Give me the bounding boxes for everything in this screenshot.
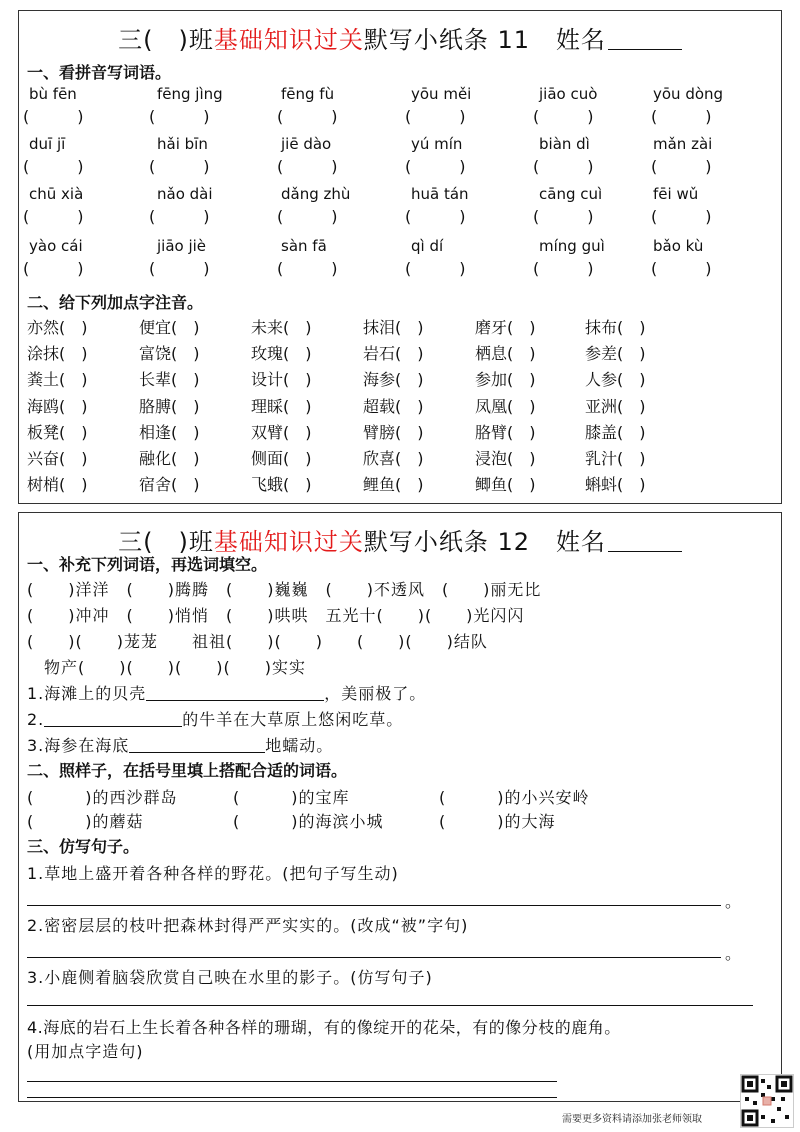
pinyin-2-1: duī jī [29, 135, 66, 153]
annotate-word-4-6[interactable]: 亚洲( ) [585, 397, 646, 416]
imitate-q1-period: 。 [725, 892, 743, 911]
pinyin-4-3: sàn fā [281, 237, 327, 255]
answer-box-1-5[interactable]: ( ) [533, 107, 594, 126]
sentence-3-start: 3.海参在海底 [27, 736, 130, 755]
annotate-word-5-6[interactable]: 膝盖( ) [585, 423, 646, 442]
annotate-word-7-2[interactable]: 宿舍( ) [139, 475, 200, 494]
answer-box-4-2[interactable]: ( ) [149, 259, 210, 278]
name-blank[interactable] [608, 27, 682, 50]
imitate-q4-hint: (用加点字造句) [27, 1042, 144, 1061]
annotate-word-1-2[interactable]: 便宜( ) [139, 318, 200, 337]
pinyin-4-5: míng guì [539, 237, 605, 255]
pinyin-4-2: jiāo jiè [157, 237, 207, 255]
pinyin-1-5: jiāo cuò [539, 85, 598, 103]
annotate-word-5-3[interactable]: 双臂( ) [251, 423, 312, 442]
annotate-word-3-3[interactable]: 设计( ) [251, 370, 312, 389]
fill-row-1[interactable]: ( )洋洋 ( )腾腾 ( )巍巍 ( )不透风 ( )丽无比 [27, 580, 542, 599]
pinyin-4-4: qì dí [411, 237, 444, 255]
pinyin-3-2: nǎo dài [157, 185, 213, 203]
imitate-q4: 4.海底的岩石上生长着各种各样的珊瑚，有的像绽开的花朵，有的像分枝的鹿角。 [27, 1018, 621, 1037]
answer-box-1-3[interactable]: ( ) [277, 107, 338, 126]
pinyin-2-4: yú mín [411, 135, 463, 153]
annotate-word-3-5[interactable]: 参加( ) [475, 370, 536, 389]
section-pinyin-title: 一、看拼音写词语。 [27, 63, 172, 82]
class-label: 三( )班 [118, 26, 214, 54]
answer-box-1-6[interactable]: ( ) [651, 107, 712, 126]
pinyin-3-4: huā tán [411, 185, 469, 203]
match-2-2[interactable]: ( )的海滨小城 [233, 812, 384, 831]
qr-code-image [740, 1074, 794, 1128]
answer-box-2-1[interactable]: ( ) [23, 157, 84, 176]
annotate-word-4-4[interactable]: 超载( ) [363, 397, 424, 416]
answer-box-3-1[interactable]: ( ) [23, 207, 84, 226]
pinyin-3-6: fēi wǔ [653, 185, 699, 203]
sentence-2-blank[interactable] [44, 710, 182, 727]
sheet-title-12 [19, 525, 781, 559]
imitate-q4-answer-line-1[interactable] [27, 1081, 557, 1082]
imitate-q3: 3.小鹿侧着脑袋欣赏自己映在水里的影子。(仿写句子) [27, 968, 433, 987]
annotate-word-2-3[interactable]: 玫瑰( ) [251, 344, 312, 363]
sentence-2-end: 的牛羊在大草原上悠闲吃草。 [182, 710, 404, 729]
answer-box-4-5[interactable]: ( ) [533, 259, 594, 278]
answer-box-2-5[interactable]: ( ) [533, 157, 594, 176]
annotate-word-4-2[interactable]: 胳膊( ) [139, 397, 200, 416]
sentence-3-end: 地蠕动。 [265, 736, 334, 755]
section-match-title: 二、照样子，在括号里填上搭配合适的词语。 [27, 761, 348, 780]
pinyin-3-1: chū xià [29, 185, 84, 203]
annotate-word-6-3[interactable]: 侧面( ) [251, 449, 312, 468]
annotate-word-4-3[interactable]: 理睬( ) [251, 397, 312, 416]
answer-box-2-2[interactable]: ( ) [149, 157, 210, 176]
sheet-title-11 [19, 23, 781, 57]
answer-box-3-2[interactable]: ( ) [149, 207, 210, 226]
imitate-q3-answer-line[interactable] [27, 1005, 753, 1006]
answer-box-3-5[interactable]: ( ) [533, 207, 594, 226]
answer-box-2-6[interactable]: ( ) [651, 157, 712, 176]
annotate-word-2-6[interactable]: 参差( ) [585, 344, 646, 363]
sentence-3 [27, 735, 333, 757]
sentence-1-start: 1.海滩上的贝壳 [27, 684, 147, 703]
annotate-word-2-4[interactable]: 岩石( ) [363, 344, 424, 363]
annotate-word-2-5[interactable]: 栖息( ) [475, 344, 536, 363]
answer-box-3-4[interactable]: ( ) [405, 207, 466, 226]
answer-box-1-2[interactable]: ( ) [149, 107, 210, 126]
name-label: 姓名 [555, 528, 606, 556]
fill-row-3[interactable]: ( )( )茏茏 祖祖( )( ) ( )( )结队 [27, 632, 488, 651]
name-label: 姓名 [555, 26, 606, 54]
annotate-word-6-2[interactable]: 融化( ) [139, 449, 200, 468]
title-highlight: 基础知识过关 [213, 26, 364, 54]
annotate-word-7-5[interactable]: 鲫鱼( ) [475, 475, 536, 494]
answer-box-2-3[interactable]: ( ) [277, 157, 338, 176]
worksheet-11 [18, 10, 782, 504]
annotate-word-6-1[interactable]: 兴奋( ) [27, 449, 88, 468]
annotate-word-3-6[interactable]: 人参( ) [585, 370, 646, 389]
answer-box-2-4[interactable]: ( ) [405, 157, 466, 176]
answer-box-4-1[interactable]: ( ) [23, 259, 84, 278]
pinyin-3-3: dǎng zhù [281, 185, 351, 203]
footer-note: 需要更多资料请添加张老师领取 [562, 1114, 702, 1125]
pinyin-1-6: yōu dòng [653, 85, 724, 103]
annotate-word-7-4[interactable]: 鲤鱼( ) [363, 475, 424, 494]
section-annotate-title: 二、给下列加点字注音。 [27, 293, 204, 312]
annotate-word-6-6[interactable]: 乳汁( ) [585, 449, 646, 468]
imitate-q1-answer-line[interactable] [27, 905, 721, 906]
pinyin-1-3: fēng fù [281, 85, 335, 103]
pinyin-1-1: bù fēn [29, 85, 77, 103]
worksheet-12 [18, 512, 782, 1102]
title-suffix: 默写小纸条 11 [363, 26, 530, 54]
annotate-word-7-1[interactable]: 树梢( ) [27, 475, 88, 494]
answer-box-1-4[interactable]: ( ) [405, 107, 466, 126]
match-1-3[interactable]: ( )的小兴安岭 [439, 788, 590, 807]
sentence-1-end: ，美丽极了。 [324, 684, 427, 703]
title-suffix: 默写小纸条 12 [363, 528, 530, 556]
qr-code-icon [741, 1075, 793, 1127]
annotate-word-7-6[interactable]: 蝌蚪( ) [585, 475, 646, 494]
annotate-word-5-4[interactable]: 臂膀( ) [363, 423, 424, 442]
answer-box-4-3[interactable]: ( ) [277, 259, 338, 278]
answer-box-4-6[interactable]: ( ) [651, 259, 712, 278]
annotate-word-1-1[interactable]: 亦然( ) [27, 318, 88, 337]
match-2-1[interactable]: ( )的蘑菇 [27, 812, 144, 831]
answer-box-3-6[interactable]: ( ) [651, 207, 712, 226]
annotate-word-1-6[interactable]: 抹布( ) [585, 318, 646, 337]
class-label: 三( )班 [118, 528, 214, 556]
annotate-word-3-4[interactable]: 海参( ) [363, 370, 424, 389]
sentence-2 [27, 709, 403, 731]
annotate-word-5-5[interactable]: 胳臂( ) [475, 423, 536, 442]
sentence-2-start: 2. [27, 710, 45, 729]
pinyin-4-1: yào cái [29, 237, 83, 255]
sentence-1-blank[interactable] [146, 684, 324, 701]
annotate-word-7-3[interactable]: 飞蛾( ) [251, 475, 312, 494]
annotate-word-1-5[interactable]: 磨牙( ) [475, 318, 536, 337]
answer-box-3-3[interactable]: ( ) [277, 207, 338, 226]
imitate-q2-answer-line[interactable] [27, 957, 721, 958]
match-2-3[interactable]: ( )的大海 [439, 812, 556, 831]
pinyin-2-3: jiē dào [281, 135, 332, 153]
match-1-2[interactable]: ( )的宝库 [233, 788, 350, 807]
annotate-word-2-2[interactable]: 富饶( ) [139, 344, 200, 363]
annotate-word-2-1[interactable]: 涂抹( ) [27, 344, 88, 363]
annotate-word-5-2[interactable]: 相逢( ) [139, 423, 200, 442]
pinyin-1-2: fēng jìng [157, 85, 223, 103]
pinyin-3-5: cāng cuì [539, 185, 603, 203]
annotate-word-6-4[interactable]: 欣喜( ) [363, 449, 424, 468]
annotate-word-4-5[interactable]: 凤凰( ) [475, 397, 536, 416]
imitate-q1: 1.草地上盛开着各种各样的野花。(把句子写生动) [27, 864, 399, 883]
section-imitate-title: 三、仿写句子。 [27, 837, 140, 856]
match-1-1[interactable]: ( )的西沙群岛 [27, 788, 178, 807]
annotate-word-1-3[interactable]: 未来( ) [251, 318, 312, 337]
annotate-word-4-1[interactable]: 海鸥( ) [27, 397, 88, 416]
pinyin-2-5: biàn dì [539, 135, 590, 153]
annotate-word-3-1[interactable]: 粪土( ) [27, 370, 88, 389]
answer-box-1-1[interactable]: ( ) [23, 107, 84, 126]
pinyin-4-6: bǎo kù [653, 237, 704, 255]
answer-box-4-4[interactable]: ( ) [405, 259, 466, 278]
annotate-word-1-4[interactable]: 抹泪( ) [363, 318, 424, 337]
imitate-q2: 2.密密层层的枝叶把森林封得严严实实的。(改成“被”字句) [27, 916, 469, 935]
fill-row-4[interactable]: 物产( )( )( )( )实实 [27, 658, 306, 677]
imitate-q2-period: 。 [725, 944, 743, 963]
sentence-1 [27, 683, 426, 705]
title-highlight: 基础知识过关 [213, 528, 364, 556]
annotate-word-6-5[interactable]: 浸泡( ) [475, 449, 536, 468]
sentence-3-blank[interactable] [129, 736, 265, 753]
name-blank[interactable] [608, 529, 682, 552]
pinyin-2-2: hǎi bīn [157, 135, 208, 153]
fill-row-2[interactable]: ( )冲冲 ( )悄悄 ( )哄哄 五光十( )( )光闪闪 [27, 606, 525, 625]
section-fill-title: 一、补充下列词语，再选词填空。 [27, 555, 268, 574]
pinyin-1-4: yōu měi [411, 85, 472, 103]
imitate-q4-answer-line-2[interactable] [27, 1097, 557, 1098]
pinyin-2-6: mǎn zài [653, 135, 713, 153]
annotate-word-3-2[interactable]: 长辈( ) [139, 370, 200, 389]
annotate-word-5-1[interactable]: 板凳( ) [27, 423, 88, 442]
